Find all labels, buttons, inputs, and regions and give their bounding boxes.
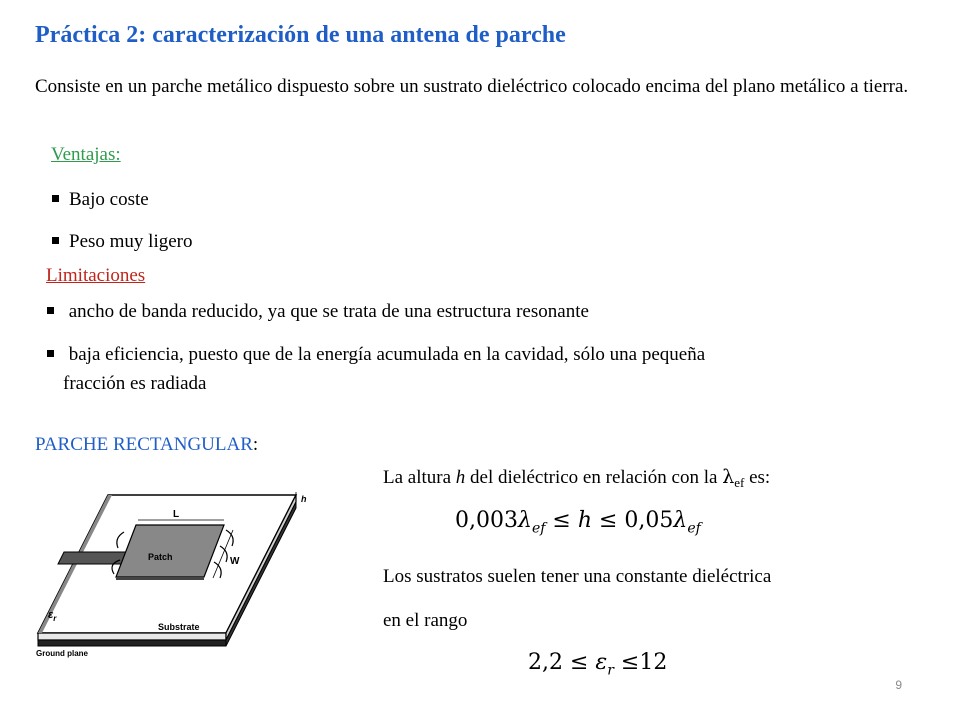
- formula-lambda: λ: [673, 508, 688, 533]
- height-formula: [455, 508, 701, 536]
- page-number: 9: [895, 678, 902, 692]
- ground-plane-label: Ground plane: [36, 649, 88, 658]
- limitation-text: ancho de banda reducido, ya que se trata de una estructura resonante: [68, 301, 589, 322]
- height-relation-text: [383, 466, 770, 491]
- rect-patch-label: PARCHE RECTANGULAR: [35, 434, 253, 455]
- limitation-item: [47, 340, 907, 398]
- formula-subscript: ef: [687, 520, 701, 537]
- substrate-front-edge: [38, 633, 226, 640]
- ground-plane: [38, 640, 226, 646]
- advantage-text: Bajo coste: [69, 189, 149, 210]
- intro-paragraph: Consiste en un parche metálico dispuesto sobre un sustrato dieléctrico colocado encima del plano metálico a tierra.: [35, 76, 909, 97]
- formula-variable: h: [577, 508, 592, 533]
- formula-part: 2,2 ≤: [528, 650, 596, 675]
- advantage-item: [52, 227, 193, 256]
- slide-title: Práctica 2: caracterización de una antena de parche: [35, 22, 566, 48]
- formula-part: 0,003: [455, 508, 518, 533]
- width-label: W: [230, 556, 240, 567]
- lambda-subscript: ef: [734, 475, 745, 490]
- advantage-text: Peso muy ligero: [69, 231, 193, 252]
- patch-label: Patch: [148, 552, 173, 562]
- feed-line: [58, 552, 128, 564]
- permittivity-formula: [528, 650, 667, 678]
- advantages-heading: Ventajas:: [51, 144, 121, 165]
- formula-part: ≤ 0,05: [592, 508, 674, 533]
- limitation-text: baja eficiencia, puesto que de la energía acumulada en la cavidad, sólo una pequeña: [68, 344, 706, 365]
- rect-patch-colon: :: [252, 434, 259, 455]
- bullet-square-icon: [47, 350, 54, 357]
- length-label: L: [173, 509, 180, 520]
- height-text-part: La altura: [383, 467, 456, 488]
- height-text-part: del dieléctrico en relación con la: [465, 467, 723, 488]
- limitation-text-continued: fracción es radiada: [63, 373, 207, 394]
- range-text: en el rango: [383, 610, 468, 631]
- height-variable: h: [455, 467, 466, 488]
- advantage-item: [52, 185, 149, 214]
- height-text-part: es:: [744, 467, 771, 488]
- rect-patch-heading: [35, 434, 258, 456]
- bullet-square-icon: [52, 195, 59, 202]
- formula-part: ≤12: [613, 650, 668, 675]
- formula-epsilon: ε: [595, 650, 608, 675]
- limitation-item: [47, 297, 927, 326]
- substrate-label: Substrate: [158, 622, 200, 632]
- patch-antenna-diagram: [28, 490, 328, 670]
- bullet-square-icon: [47, 307, 54, 314]
- height-label: h: [301, 494, 307, 504]
- formula-part: ≤: [545, 508, 578, 533]
- formula-subscript: ef: [531, 520, 546, 537]
- substrate-text: Los sustratos suelen tener una constante dieléctrica: [383, 566, 772, 587]
- lambda-symbol: λ: [722, 466, 735, 488]
- bullet-square-icon: [52, 237, 59, 244]
- formula-lambda: λ: [517, 508, 532, 533]
- epsilon-label: $\varepsilon_r$: [48, 609, 57, 623]
- limitations-heading: Limitaciones: [46, 265, 146, 286]
- formula-subscript: r: [607, 662, 614, 679]
